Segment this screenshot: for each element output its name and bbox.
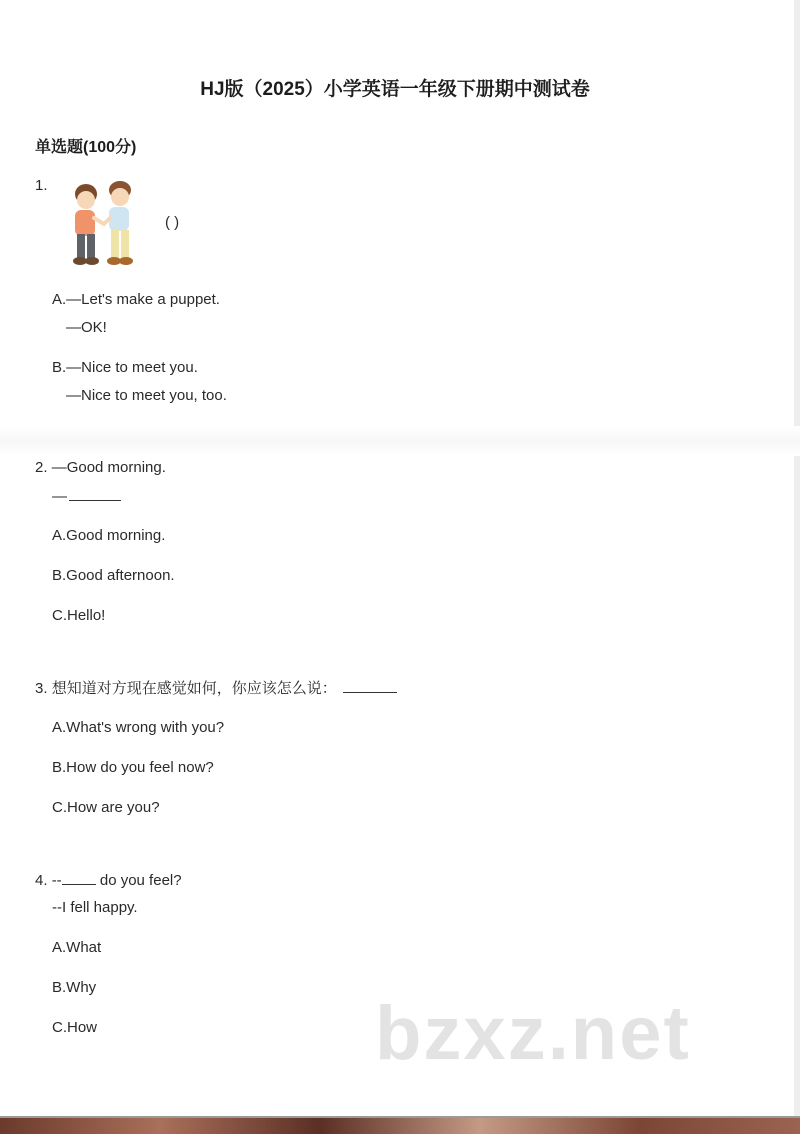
question-3 [35, 678, 397, 699]
question-2 [35, 458, 166, 478]
answer-dash-line [52, 486, 121, 507]
answer-blank [62, 870, 96, 885]
answer-parentheses: ( ) [165, 214, 180, 231]
answer-blank [69, 486, 121, 501]
option-c: C.Hello! [52, 607, 106, 624]
option-a-line2: —OK! [66, 319, 107, 336]
watermark: bzxz.net [375, 991, 691, 1076]
page-edge [794, 0, 800, 1118]
option-b: B.Good afternoon. [52, 567, 175, 584]
option-b-line2: —Nice to meet you, too. [66, 387, 227, 404]
question-4-prefix: -- [51, 872, 62, 889]
option-b: B.Why [52, 979, 97, 996]
option-a: A.What's wrong with you? [52, 719, 225, 736]
question-4-line2: --I fell happy. [52, 899, 138, 916]
option-a: A.What [52, 939, 102, 956]
question-4-suffix: do you feel? [95, 872, 182, 889]
option-b: B.How do you feel now? [52, 759, 214, 776]
question-4-number: 4. [35, 872, 48, 889]
option-c: C.How [52, 1019, 98, 1036]
exam-title: HJ版（2025）小学英语一年级下册期中测试卷 [200, 79, 590, 100]
option-c: C.How are you? [52, 799, 160, 816]
background-strip [0, 1118, 800, 1134]
answer-blank [343, 678, 397, 693]
question-3-stem: 想知道对方现在感觉如何，你应该怎么说： [51, 680, 337, 697]
section-heading: 单选题(100分) [35, 139, 137, 156]
question-2-stem: —Good morning. [51, 459, 166, 476]
page-break-band [0, 426, 800, 456]
question-3-number: 3. [35, 680, 48, 697]
question-2-number: 2. [35, 459, 48, 476]
answer-dash: — [52, 488, 67, 505]
option-a: A.—Let's make a puppet. [52, 291, 220, 308]
question-1-number: 1. [35, 177, 48, 194]
two-boys-shaking-hands-illustration [58, 180, 150, 272]
option-b: B.—Nice to meet you. [52, 359, 198, 376]
question-4 [35, 870, 182, 891]
option-a: A.Good morning. [52, 527, 166, 544]
